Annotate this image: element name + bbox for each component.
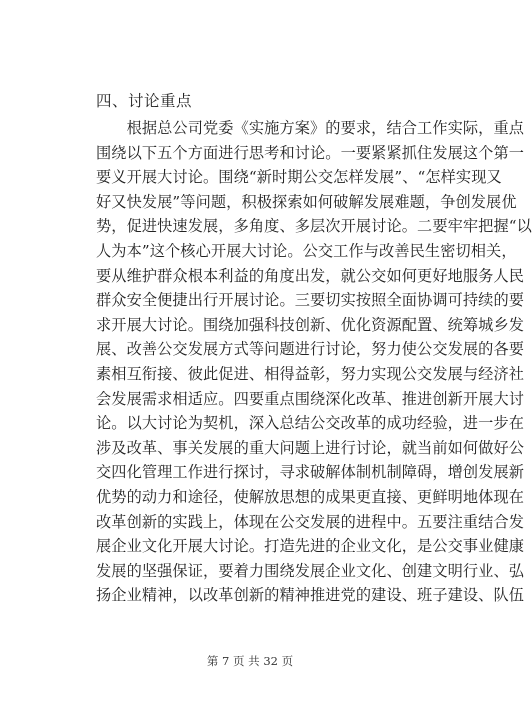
paragraph-line: 求开展大讨论。围绕加强科技创新、优化资源配置、统筹城乡发 — [96, 315, 525, 334]
paragraph-line: 要从维护群众根本利益的角度出发，就公交如何更好地服务人民 — [96, 266, 525, 285]
paragraph-line: 势，促进快速发展，多角度、多层次开展讨论。二要牢牢把握“以 — [96, 217, 532, 236]
page-footer: 第 7 页 共 32 页 — [206, 654, 294, 668]
paragraph-line: 发展的坚强保证，要着力围绕发展企业文化、创建文明行业、弘 — [96, 561, 525, 580]
paragraph-line: 好又快发展”等问题，积极探索如何破解发展难题，争创发展优 — [96, 192, 517, 211]
section-heading: 四、讨论重点 — [96, 92, 193, 110]
paragraph-line: 展、改善公交发展方式等问题进行讨论，努力使公交发展的各要 — [96, 340, 525, 359]
paragraph-line: 要义开展大讨论。围绕“新时期公交怎样发展”、“怎样实现又 — [96, 168, 502, 187]
paragraph-line: 改革创新的实践上，体现在公交发展的进程中。五要注重结合发 — [96, 512, 525, 531]
paragraph-line: 人为本”这个核心开展大讨论。公交工作与改善民生密切相关， — [96, 241, 517, 260]
paragraph-line: 围绕以下五个方面进行思考和讨论。一要紧紧抓住发展这个第一 — [96, 143, 525, 162]
paragraph-line: 扬企业精神，以改革创新的精神推进党的建设、班子建设、队伍 — [96, 586, 525, 605]
paragraph-line: 素相互衔接、彼此促进、相得益彰，努力实现公交发展与经济社 — [96, 364, 525, 383]
paragraph-line: 论。以大讨论为契机，深入总结公交改革的成功经验，进一步在 — [96, 414, 525, 433]
paragraph-line: 优势的动力和途径，使解放思想的成果更直接、更鲜明地体现在 — [96, 487, 525, 506]
paragraph-line: 根据总公司党委《实施方案》的要求，结合工作实际，重点 — [96, 119, 525, 137]
body-paragraph — [96, 116, 532, 608]
paragraph-line: 涉及改革、事关发展的重大问题上进行讨论，就当前如何做好公 — [96, 438, 525, 457]
paragraph-line: 会发展需求相适应。四要重点围绕深化改革、推进创新开展大讨 — [96, 389, 525, 408]
paragraph-line: 交四化管理工作进行探讨，寻求破解体制机制障碍，增创发展新 — [96, 463, 525, 482]
paragraph-line: 展企业文化开展大讨论。打造先进的企业文化，是公交事业健康 — [96, 537, 525, 556]
paragraph-line: 群众安全便捷出行开展讨论。三要切实按照全面协调可持续的要 — [96, 291, 525, 310]
